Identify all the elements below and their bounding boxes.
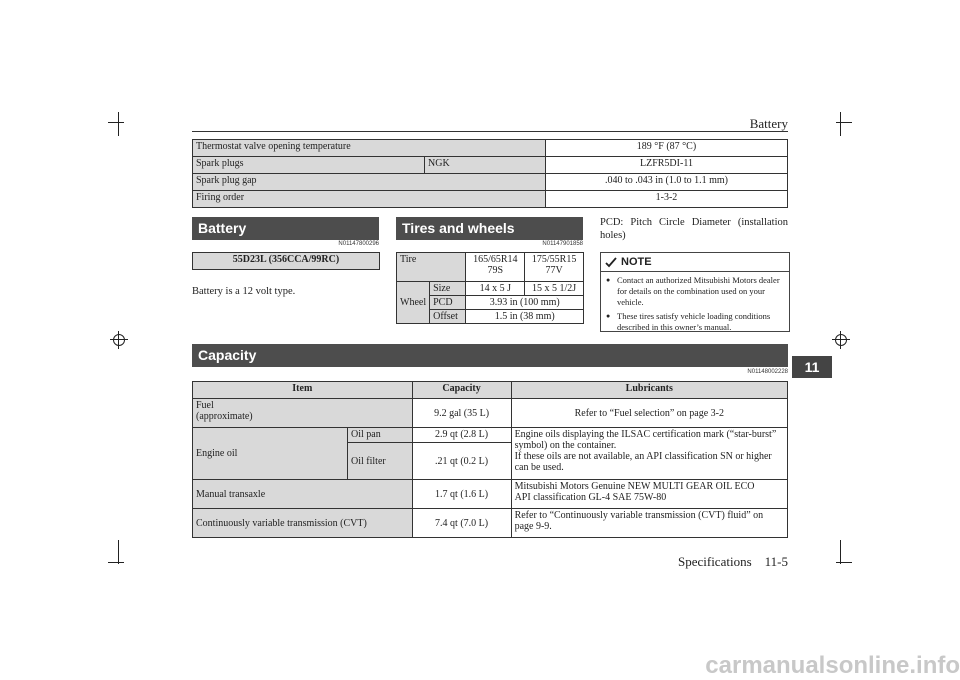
note-list [601,275,789,333]
table-row [193,174,788,191]
crop-mark [118,540,119,564]
footer-section: Specifications [677,554,752,569]
wheel-size-2: 15 x 5 1/2J [525,282,584,296]
list-item: ● These tires satisfy vehicle loading conditions described in this owner’s manual. [617,311,785,333]
engine-spec-table [192,139,788,208]
note-box [600,252,790,332]
table-row [193,399,788,428]
battery-type: 55D23L (356CCA/99RC) [193,253,380,270]
cap-lubricant: Engine oils displaying the ILSAC certification mark (“star-burst” symbol) on the container. If these oils are not available, an API classification SN or higher can be used. [511,428,787,480]
crop-mark [108,562,124,563]
wheel-label: Wheel [397,282,430,324]
col-header-capacity: Capacity [412,382,511,399]
note-title: NOTE [621,256,652,268]
table-row [193,191,788,208]
tire-label: Tire [397,253,466,282]
spec-value: 189 °F (87 °C) [545,140,787,157]
spec-label: Spark plugs [193,157,425,174]
table-row [193,428,788,443]
cap-capacity: 1.7 qt (1.6 L) [412,480,511,509]
battery-section-title: Battery [192,217,379,240]
battery-type-table [192,252,380,270]
wheel-pcd-value: 3.93 in (100 mm) [466,296,584,310]
cap-sub-item: Oil filter [348,443,413,480]
watermark[interactable]: carmanualsonline.info [705,652,960,679]
cap-lubricant: Refer to “Continuously variable transmission (CVT) fluid” on page 9-9. [511,509,787,538]
table-row [397,282,584,296]
cap-lubricant: Mitsubishi Motors Genuine NEW MULTI GEAR OIL ECO API classification GL-4 SAE 75W-80 [511,480,787,509]
page-footer [640,554,788,570]
spec-label: Thermostat valve opening temperature [193,140,546,157]
spec-value: 1-3-2 [545,191,787,208]
table-row [193,480,788,509]
cap-capacity: 2.9 qt (2.8 L) [412,428,511,443]
wheel-row-label: Size [430,282,466,296]
chapter-tab: 11 [792,356,832,378]
note-header [601,253,789,272]
pencil-check-icon [605,256,617,268]
wheel-row-label: Offset [430,310,466,324]
table-row [193,157,788,174]
cap-capacity: 7.4 qt (7.0 L) [412,509,511,538]
capacity-section-code: N01148002228 [747,369,788,375]
tires-section-code: N01147901858 [542,241,583,247]
capacity-section-title: Capacity [192,344,788,367]
registration-mark-icon [113,334,125,346]
spec-label: Firing order [193,191,546,208]
tires-wheels-table [396,252,584,324]
spec-sub-label: NGK [425,157,546,174]
crop-mark [836,122,852,123]
spec-value: .040 to .043 in (1.0 to 1.1 mm) [545,174,787,191]
cap-item: Fuel (approximate) [193,399,413,428]
wheel-offset-value: 1.5 in (38 mm) [466,310,584,324]
cap-capacity: 9.2 gal (35 L) [412,399,511,428]
wheel-size-1: 14 x 5 J [466,282,525,296]
spec-label: Spark plug gap [193,174,546,191]
header-rule [192,131,788,132]
list-item: ● Contact an authorized Mitsubishi Motors dealer for details on the combination used on your vehicle. [617,275,785,308]
page-header-title: Battery [749,116,788,131]
table-row [397,253,584,282]
cap-lubricant: Refer to “Fuel selection” on page 3-2 [511,399,787,428]
table-row [193,140,788,157]
wheel-row-label: PCD [430,296,466,310]
cap-item: Manual transaxle [193,480,413,509]
spec-value: LZFR5DI-11 [545,157,787,174]
battery-text: Battery is a 12 volt type. [192,286,296,297]
col-header-item: Item [193,382,413,399]
cap-sub-item: Oil pan [348,428,413,443]
crop-mark [118,112,119,136]
crop-mark [840,540,841,564]
crop-mark [108,122,124,123]
pcd-definition: PCD: Pitch Circle Diameter (installation holes) [600,217,788,241]
registration-mark-icon [835,334,847,346]
tire-size-2: 175/55R15 77V [525,253,584,282]
table-row [193,509,788,538]
crop-mark [836,562,852,563]
tire-size-1: 165/65R14 79S [466,253,525,282]
capacity-table [192,381,788,538]
tires-section-title: Tires and wheels [396,217,583,240]
footer-page-number: 11-5 [764,554,788,569]
battery-section-code: N01147800296 [338,241,379,247]
cap-capacity: .21 qt (0.2 L) [412,443,511,480]
col-header-lubricants: Lubricants [511,382,787,399]
table-row [193,382,788,399]
cap-item: Engine oil [193,428,348,480]
cap-item: Continuously variable transmission (CVT) [193,509,413,538]
crop-mark [840,112,841,136]
